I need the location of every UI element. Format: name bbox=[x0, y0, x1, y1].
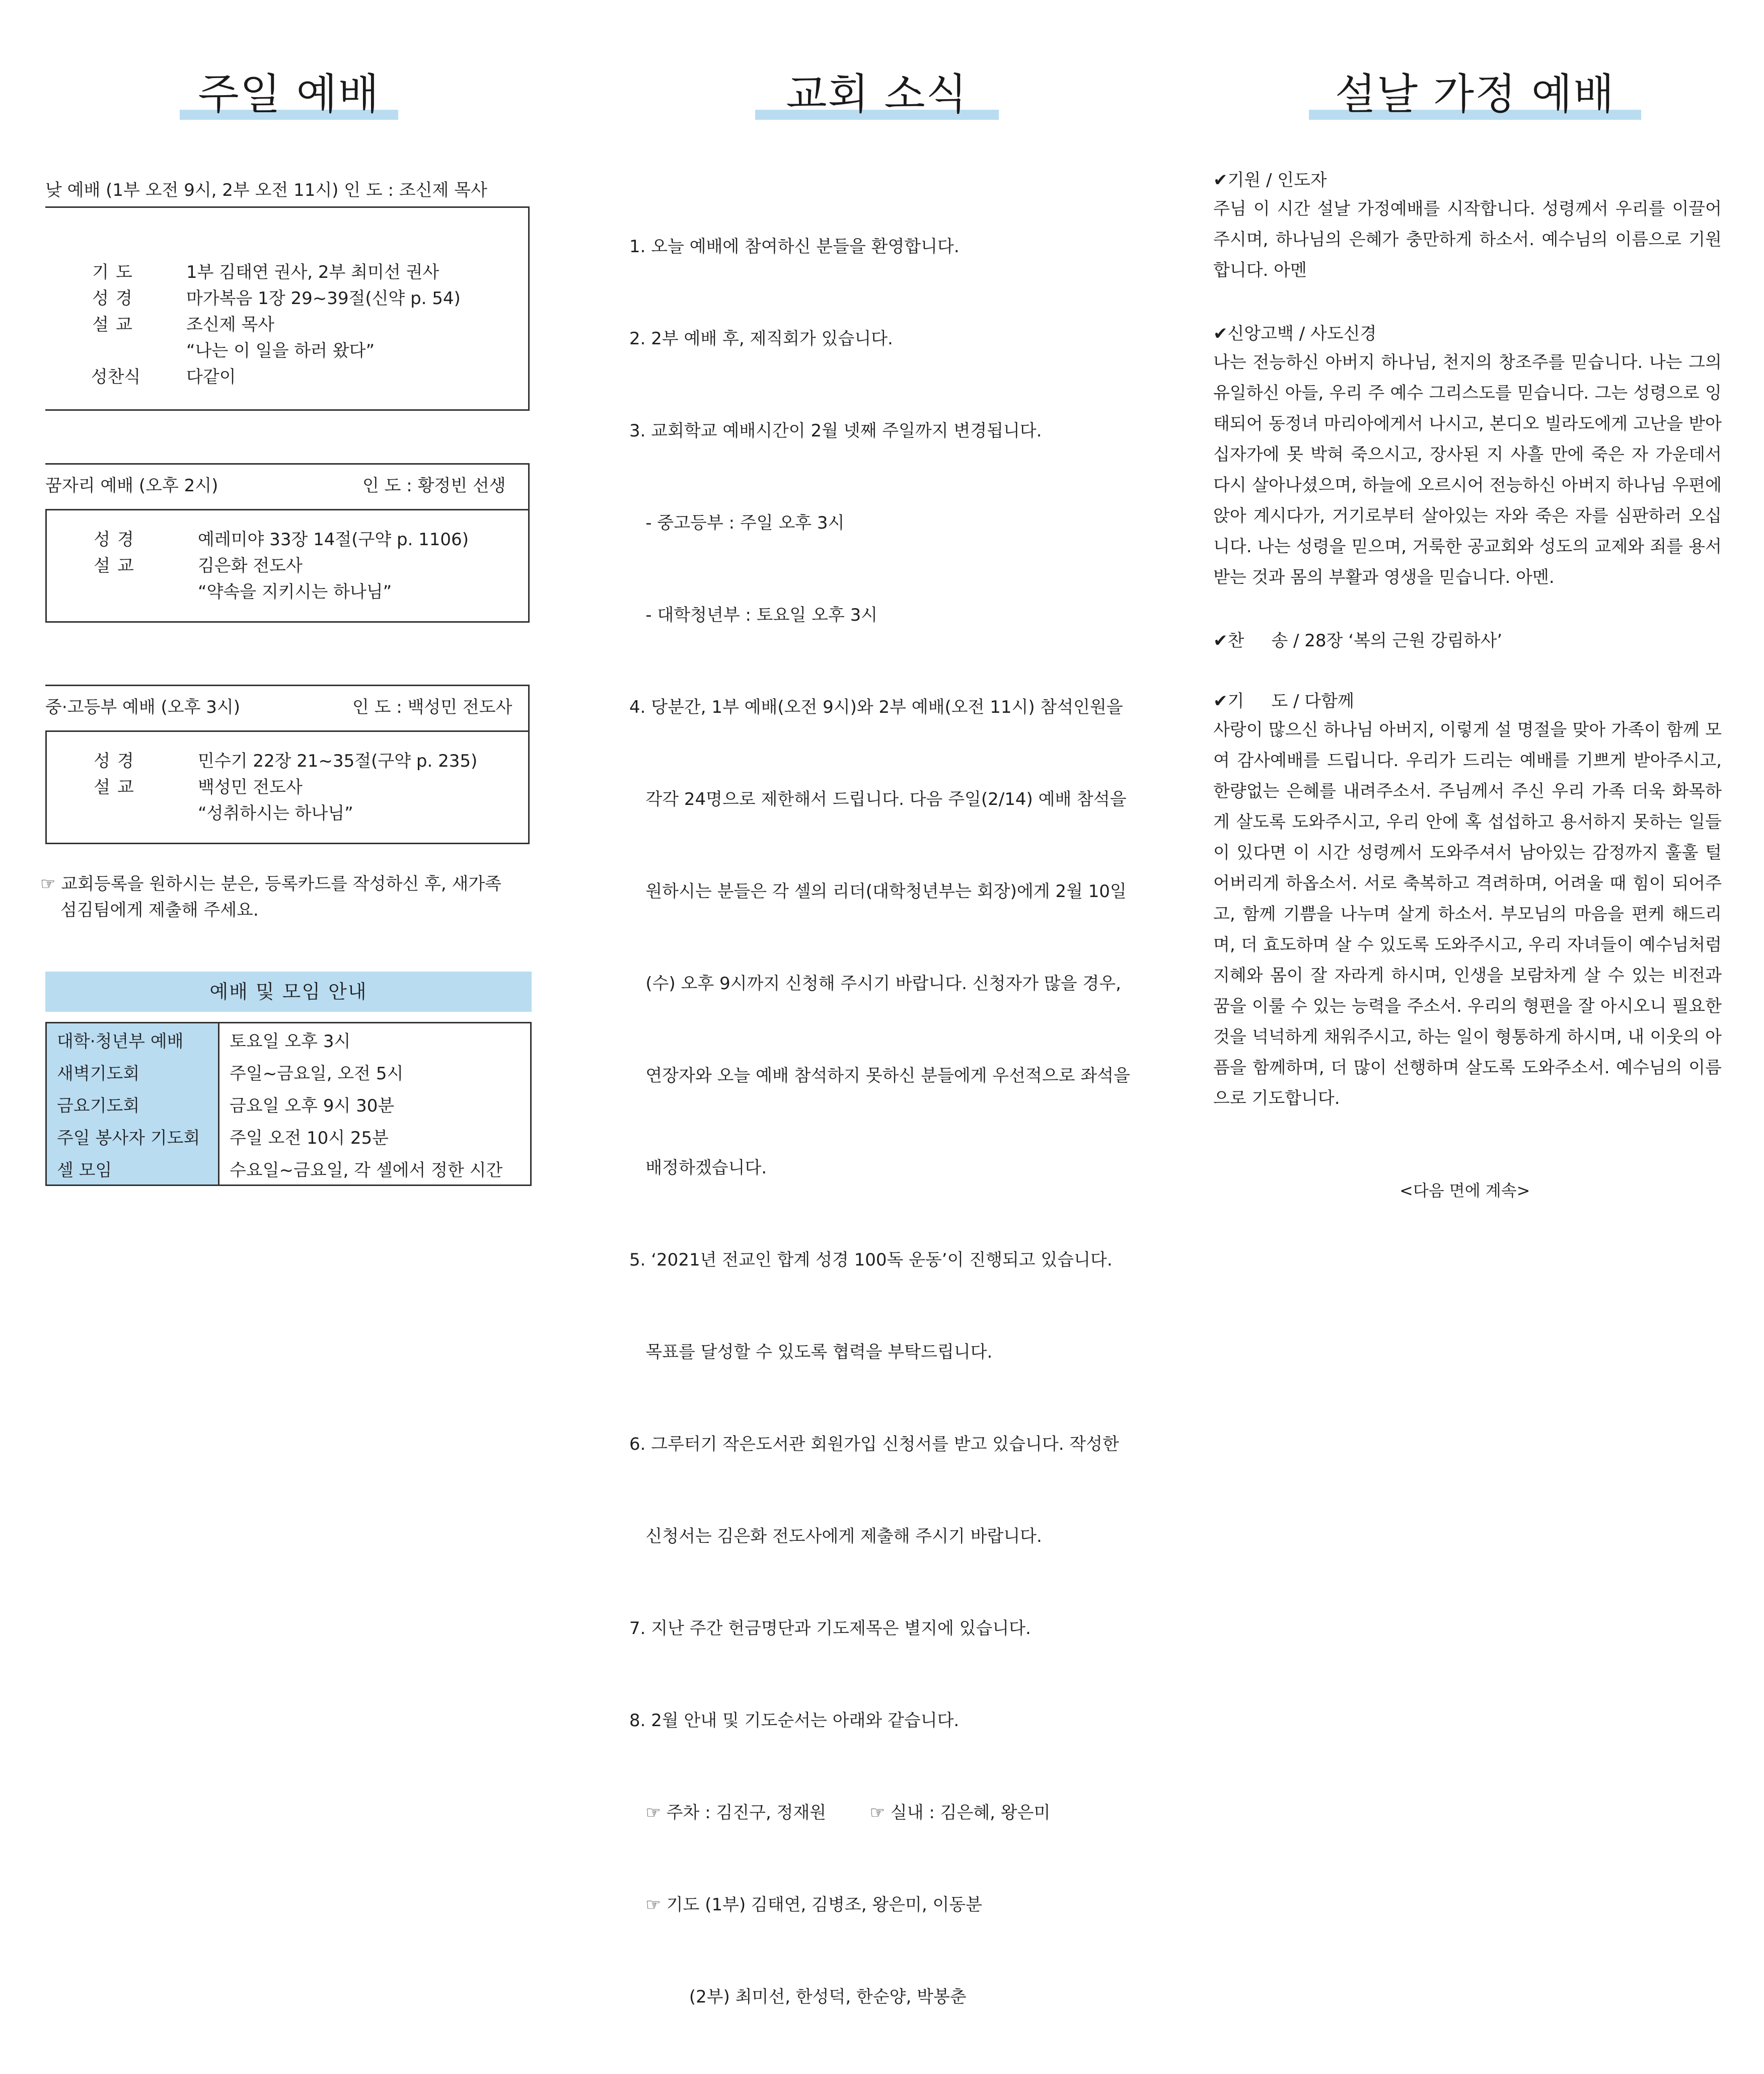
table-row: 셀 모임 수요일~금요일, 각 셀에서 정한 시간 bbox=[46, 1152, 531, 1186]
list-item: - 중고등부 : 주일 오후 3시 bbox=[629, 513, 845, 533]
church-news-list bbox=[629, 170, 1163, 2074]
list-item: ☞ 기도 (1부) 김태연, 김병조, 왕은미, 이동분 bbox=[629, 1895, 982, 1915]
list-item: 4. 당분간, 1부 예배(오전 9시)와 2부 예배(오전 11시) 참석인원을 bbox=[629, 697, 1123, 717]
section-heading: ✔찬 송 / 28장 ‘복의 근원 강림하사’ bbox=[1213, 631, 1503, 651]
meetings-title: 예배 및 모임 안내 bbox=[45, 972, 532, 1012]
table-row: 금요기도회 금요일 오후 9시 30분 bbox=[46, 1088, 531, 1120]
list-item: ☞ 주차 : 김진구, 정재원 ☞ 실내 : 김은혜, 왕은미 bbox=[629, 1803, 1051, 1823]
list-item: (수) 오후 9시까지 신청해 주시기 바랍니다. 신청자가 많을 경우, bbox=[629, 974, 1121, 994]
meetings-table bbox=[45, 1022, 532, 1186]
continue-note: <다음 면에 계속> bbox=[1400, 1181, 1530, 1200]
morning-service-box: 기도 1부 김태연 권사, 2부 최미선 권사 성경 마가복음 1장 29~39절(신약 p. 54) 설교 조신제 목사 “나는 이 일을 하러 왔다” 성찬식 다같이 bbox=[45, 206, 530, 411]
sunday-service-heading: 주일 예배 bbox=[198, 69, 380, 119]
table-row: 주일 봉사자 기도회 주일 오전 10시 25분 bbox=[46, 1120, 531, 1152]
kids-service-box: 성경 예레미야 33장 14절(구약 p. 1106) 설교 김은화 전도사 “약속을 지키시는 하나님” bbox=[45, 509, 530, 623]
registration-note: ☞ 교회등록을 원하시는 분은, 등록카드를 작성하신 후, 새가족 섬김팀에게 제출해 주세요. bbox=[40, 874, 502, 920]
list-item: 5. ‘2021년 전교인 합계 성경 100독 운동’이 진행되고 있습니다. bbox=[629, 1250, 1113, 1270]
list-item: 연장자와 오늘 예배 참석하지 못하신 분들에게 우선적으로 좌석을 bbox=[629, 1066, 1130, 1086]
paragraph: 주님 이 시간 설날 가정예배를 시작합니다. 성령께서 우리를 이끌어 주시며, 하나님의 은혜가 충만하게 하소서. 예수님의 이름으로 기원합니다. 아멘 bbox=[1213, 199, 1722, 280]
list-item: 6. 그루터기 작은도서관 회원가입 신청서를 받고 있습니다. 작성한 bbox=[629, 1434, 1119, 1454]
youth-service-box: 성경 민수기 22장 21~35절(구약 p. 235) 설교 백성민 전도사 “성취하시는 하나님” bbox=[45, 730, 530, 844]
list-item: 1. 오늘 예배에 참여하신 분들을 환영합니다. bbox=[629, 237, 960, 257]
list-item: 원하시는 분들은 각 셀의 리더(대학청년부는 회장)에게 2월 10일 bbox=[629, 881, 1127, 902]
table-row: 새벽기도회 주일~금요일, 오전 5시 bbox=[46, 1056, 531, 1088]
section-heading: ✔기 도 / 다함께 bbox=[1213, 691, 1354, 711]
table-row: 대학·청년부 예배 토요일 오후 3시 bbox=[46, 1023, 531, 1056]
paragraph: 사랑이 많으신 하나님 아버지, 이렇게 설 명절을 맞아 가족이 함께 모여 감사예배를 드립니다. 우리가 드리는 예배를 기쁘게 받아주시고, 한량없는 은혜를 내려주소서. 주님께서 주신 우리 가족 더욱 화목하게 살도록 도와주시고, 우리 안에 혹 섭섭하고 용서하지 못하는 일들이 있다면 이 시간 성령께서 도와주셔서 남아있는 감정까지 훌훌 털어버리게 하옵소서. 서로 축복하고 격려하며, 어려울 때 힘이 되어주고, 함께 기쁨을 나누며 살게 하소서. 부모님의 마음을 편케 해드리며, 더 효도하며 살 수 있도록 도와주시고, 우리 자녀들이 예수님처럼 지혜와 몸이 잘 자라게 하시며, 인생을 보람차게 살 수 있는 비전과 꿈을 이룰 수 있는 능력을 주소서. 우리의 형편을 잘 아시오니 필요한 것을 넉넉하게 채워주시고, 하는 일이 형통하게 하시며, 내 이웃의 아픔을 함께하며, 더 많이 선행하며 살도록 도와주소서. 예수님의 이름으로 기도합니다. bbox=[1213, 720, 1722, 1108]
kids-service-title: 꿈자리 예배 (오후 2시) 인 도 : 황정빈 선생 bbox=[45, 463, 530, 509]
list-item: 신청서는 김은화 전도사에게 제출해 주시기 바랍니다. bbox=[629, 1526, 1042, 1546]
church-news-heading: 교회 소식 bbox=[786, 69, 968, 119]
section-heading: ✔신앙고백 / 사도신경 bbox=[1213, 324, 1377, 344]
list-item: 8. 2월 안내 및 기도순서는 아래와 같습니다. bbox=[629, 1711, 960, 1731]
youth-service-title: 중·고등부 예배 (오후 3시) 인 도 : 백성민 전도사 bbox=[45, 685, 530, 730]
paragraph: 나는 전능하신 아버지 하나님, 천지의 창조주를 믿습니다. 나는 그의 유일하신 아들, 우리 주 예수 그리스도를 믿습니다. 그는 성령으로 잉태되어 동정녀 마리아에게서 나시고, 본디오 빌라도에게 고난을 받아 십자가에 못 박혀 죽으시고, 장사된 지 사흘 만에 죽은 자 가운데서 다시 살아나셨으며, 하늘에 오르시어 전능하신 아버지 하나님 우편에 앉아 계시다가, 거기로부터 살아있는 자와 죽은 자를 심판하러 오십니다. 나는 성령을 믿으며, 거룩한 공교회와 성도의 교제와 죄를 용서 받는 것과 몸의 부활과 영생을 믿습니다. 아멘. bbox=[1213, 352, 1722, 587]
kids-service-block bbox=[45, 463, 530, 623]
list-item: - 대학청년부 : 토요일 오후 3시 bbox=[629, 605, 878, 625]
new-year-family-worship-heading: 설날 가정 예배 bbox=[1335, 69, 1615, 119]
list-item: (2부) 최미선, 한성덕, 한순양, 박봉춘 bbox=[629, 1987, 967, 2007]
list-item: 각각 24명으로 제한해서 드립니다. 다음 주일(2/14) 예배 참석을 bbox=[629, 789, 1127, 809]
morning-service-block bbox=[45, 176, 530, 411]
section-heading: ✔기원 / 인도자 bbox=[1213, 170, 1327, 190]
list-item: 7. 지난 주간 헌금명단과 기도제목은 별지에 있습니다. bbox=[629, 1618, 1031, 1639]
list-item: 3. 교회학교 예배시간이 2월 넷째 주일까지 변경됩니다. bbox=[629, 421, 1042, 441]
morning-service-title: 낮 예배 (1부 오전 9시, 2부 오전 11시) 인 도 : 조신제 목사 bbox=[45, 180, 487, 200]
list-item: 목표를 달성할 수 있도록 협력을 부탁드립니다. bbox=[629, 1342, 993, 1362]
list-item: 2. 2부 예배 후, 제직회가 있습니다. bbox=[629, 329, 893, 349]
youth-service-block bbox=[45, 685, 530, 844]
list-item: 배정하겠습니다. bbox=[629, 1158, 767, 1178]
